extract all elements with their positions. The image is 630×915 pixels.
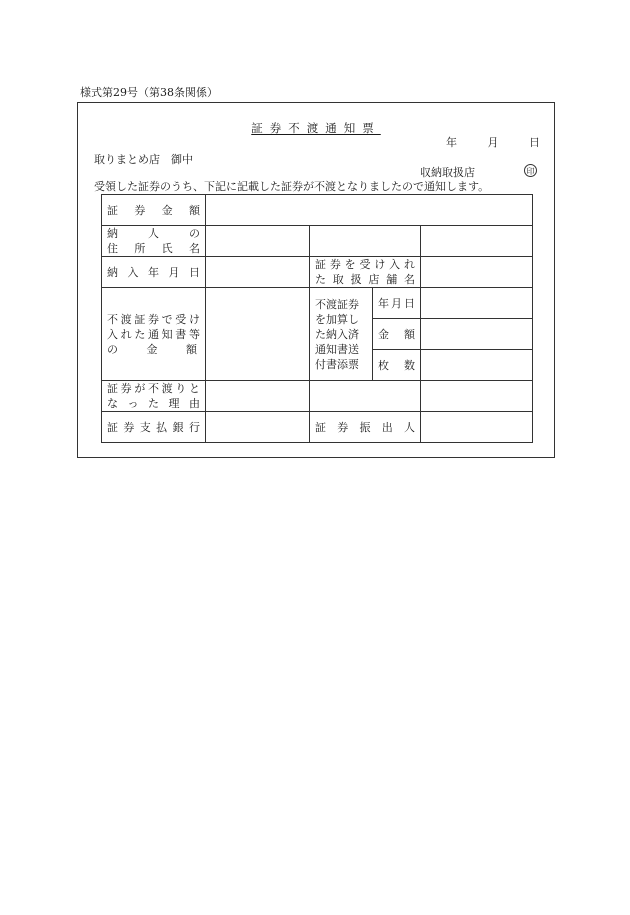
amount-label-text: 証 券 金 額 bbox=[107, 204, 200, 217]
year-label: 年 bbox=[446, 136, 457, 149]
payer-field[interactable] bbox=[206, 226, 310, 257]
attached-slip-line: 不渡証券 bbox=[315, 297, 359, 311]
payment-date-field[interactable] bbox=[206, 257, 310, 288]
drawer-label-text: 証 券 振 出 人 bbox=[315, 421, 415, 434]
payer-label-line: 納 人 の bbox=[107, 227, 200, 240]
receiving-branch-label bbox=[310, 257, 421, 288]
day-label: 日 bbox=[529, 136, 540, 149]
attached-slip-line: を加算し bbox=[315, 312, 359, 326]
seal-icon: 印 bbox=[524, 164, 537, 177]
paying-bank-label-text: 証 券 支 払 銀 行 bbox=[107, 421, 200, 434]
notice-amount-label bbox=[102, 288, 206, 381]
reason-line: な っ た 理 由 bbox=[107, 397, 200, 410]
table-row bbox=[102, 288, 533, 319]
sub-date-label bbox=[373, 288, 421, 319]
table-row bbox=[102, 412, 533, 443]
drawer-label bbox=[310, 412, 421, 443]
receiving-branch-field[interactable] bbox=[421, 257, 533, 288]
notice-form bbox=[77, 102, 555, 458]
reason-field-3[interactable] bbox=[421, 381, 533, 412]
date-line bbox=[446, 134, 540, 150]
notice-amount-line: 不 渡 証 券 で 受 け bbox=[107, 312, 200, 326]
sub-count-label-text: 枚 数 bbox=[378, 359, 415, 372]
sub-amount-field[interactable] bbox=[421, 319, 533, 350]
attached-slip-label bbox=[310, 288, 373, 381]
notice-text: 受領した証券のうち、下記に記載した証券が不渡となりましたので通知します。 bbox=[94, 180, 490, 193]
table-row bbox=[102, 195, 533, 226]
reason-label bbox=[102, 381, 206, 412]
details-table bbox=[101, 194, 533, 443]
payment-date-label bbox=[102, 257, 206, 288]
amount-label bbox=[102, 195, 206, 226]
sub-date-field[interactable] bbox=[421, 288, 533, 319]
attached-slip-line: 通知書送 bbox=[315, 342, 359, 356]
payment-date-label-text: 納 入 年 月 日 bbox=[107, 266, 200, 279]
form-number: 様式第29号（第38条関係） bbox=[80, 86, 218, 99]
sub-date-label-text: 年 月 日 bbox=[378, 297, 415, 310]
reason-field-2[interactable] bbox=[310, 381, 421, 412]
sub-count-label bbox=[373, 350, 421, 381]
issuer: 収納取扱店 bbox=[420, 166, 475, 179]
payer-field-3[interactable] bbox=[421, 226, 533, 257]
paying-bank-label bbox=[102, 412, 206, 443]
table-row bbox=[102, 257, 533, 288]
table-row bbox=[102, 226, 533, 257]
receiving-branch-line: た 取 扱 店 舗 名 bbox=[315, 273, 415, 286]
month-label: 月 bbox=[487, 136, 499, 149]
attached-slip-line: 付書添票 bbox=[315, 357, 359, 371]
paying-bank-field[interactable] bbox=[206, 412, 310, 443]
reason-field[interactable] bbox=[206, 381, 310, 412]
sub-amount-label-text: 金 額 bbox=[378, 328, 415, 341]
reason-line: 証 券 が 不 渡 り と bbox=[107, 382, 200, 395]
notice-amount-line: の 金 額 bbox=[107, 342, 197, 356]
attached-slip-line: た納入済 bbox=[315, 327, 359, 341]
form-title: 証券不渡通知票 bbox=[251, 121, 381, 135]
table-row bbox=[102, 381, 533, 412]
amount-field[interactable] bbox=[206, 195, 533, 226]
notice-amount-field[interactable] bbox=[206, 288, 310, 381]
receiving-branch-line: 証 券 を 受 け 入 れ bbox=[315, 258, 415, 271]
payer-label-line: 住 所 氏 名 bbox=[107, 242, 200, 255]
sub-count-field[interactable] bbox=[421, 350, 533, 381]
sub-amount-label bbox=[373, 319, 421, 350]
payer-field-2[interactable] bbox=[310, 226, 421, 257]
drawer-field[interactable] bbox=[421, 412, 533, 443]
addressee: 取りまとめ店 御中 bbox=[94, 153, 193, 166]
payer-label bbox=[102, 226, 206, 257]
notice-amount-line: 入 れ た 通 知 書 等 bbox=[107, 327, 200, 341]
